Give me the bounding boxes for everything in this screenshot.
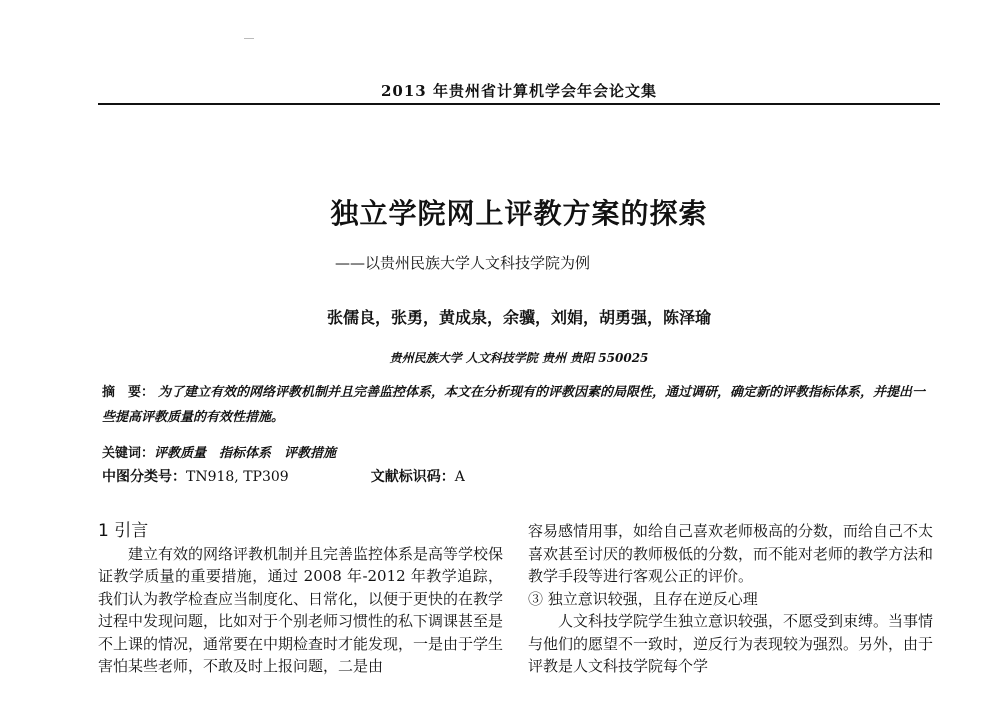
keywords-block <box>102 442 938 461</box>
header-rule <box>98 103 940 105</box>
section-title-introduction: 1 引言 <box>98 521 149 541</box>
clc-value: TN918, TP309 <box>186 469 289 485</box>
keywords-value: 评教质量 指标体系 评教措施 <box>154 446 337 461</box>
keywords-label: 关键词： <box>102 446 155 461</box>
paper-title: 独立学院网上评教方案的探索 <box>330 197 708 230</box>
author-list: 张儒良，张勇，黄成泉，余骥，刘娟，胡勇强，陈泽瑜 <box>326 308 711 327</box>
subheading-independence: ③ 独立意识较强，且存在逆反心理 <box>528 589 758 608</box>
paper-subtitle: ——以贵州民族大学人文科技学院为例 <box>335 254 591 272</box>
left-column <box>98 520 503 678</box>
body-paragraph-right-1: 容易感情用事，如给自己喜欢老师极高的分数，而给自己不太喜欢甚至讨厌的教师极低的分数，而不能对老师的教学方法和教学手段等进行客观公正的评价。 <box>528 522 934 585</box>
author-affiliation: 贵州民族大学 人文科技学院 贵州 贵阳 550025 <box>389 351 649 365</box>
body-paragraph-right-2: 人文科技学院学生独立意识较强，不愿受到束缚。当事情与他们的愿望不一致时，逆反行为表现较为强烈。另外，由于评教是人文科技学院每个学 <box>528 612 934 675</box>
right-column <box>528 520 933 678</box>
abstract-text: 为了建立有效的网络评教机制并且完善监控体系，本文在分析现有的评教因素的局限性，通过调研，确定新的评教指标体系，并提出一些提高评教质量的有效性措施。 <box>102 385 926 425</box>
classification-block <box>102 466 938 486</box>
abstract-label: 摘 要： <box>102 385 155 400</box>
abstract-block <box>102 380 938 430</box>
doc-code-label: 文献标识码： <box>370 469 455 485</box>
body-paragraph-left: 建立有效的网络评教机制并且完善监控体系是高等学校保证教学质量的重要措施，通过 2008 年-2012 年教学追踪，我们认为教学检查应当制度化、日常化，以便于更快的在教学过程中发现问题，比如对于个别老师习惯性的私下调课甚至是不上课的情况，通常要在中期检查时才能发现，一是由于学生害怕某些老师，不敢及时上报问题，二是由 <box>98 544 504 675</box>
doc-code-value: A <box>454 469 465 485</box>
journal-header: 2013 年贵州省计算机学会年会论文集 <box>381 82 657 100</box>
scan-artifact-mark <box>244 38 254 39</box>
clc-label: 中图分类号： <box>102 469 186 485</box>
